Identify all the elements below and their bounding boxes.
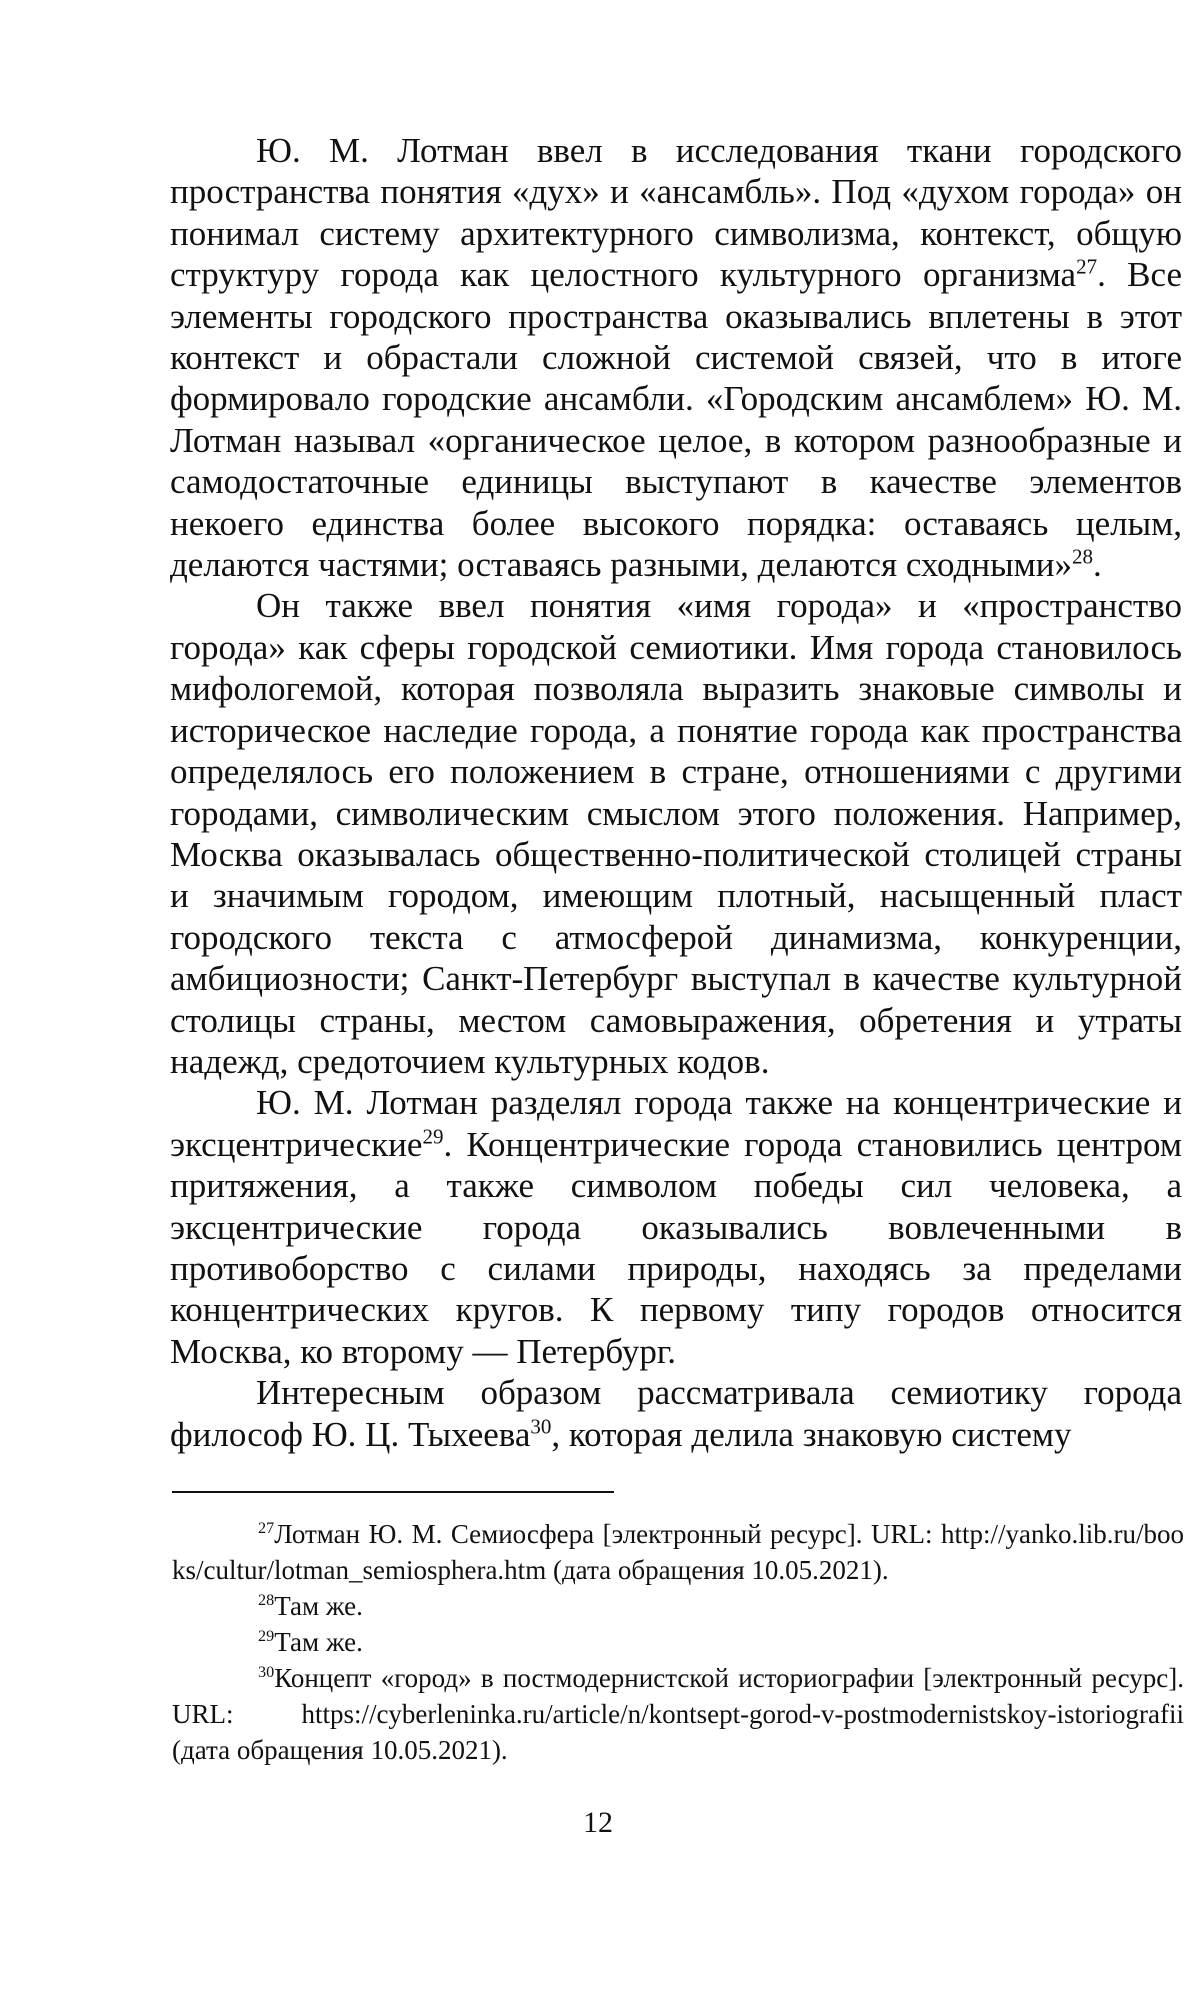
paragraph-1 (170, 130, 1182, 585)
paragraph-text: Ю. М. Лотман разделял города также на концентрические и эксцентрические (170, 1083, 1182, 1164)
footnote-28 (172, 1588, 1184, 1624)
footnote-text: (дата обращения 10.05.2021). (172, 1735, 508, 1765)
paragraph-3 (170, 1082, 1182, 1372)
paragraph-text: . (1093, 545, 1102, 585)
footnote-29 (172, 1624, 1184, 1660)
paragraph-4 (170, 1372, 1182, 1455)
footnote-number: 30 (258, 1663, 275, 1681)
main-text (170, 130, 1182, 1455)
footnote-ref-30: 30 (530, 1413, 552, 1438)
footnote-text: Там же. (274, 1627, 363, 1657)
footnote-text: Концепт «город» в постмодернистской историографии [электронный ресурс]. URL: (172, 1663, 1184, 1729)
footnote-30 (172, 1660, 1184, 1768)
footnote-number: 27 (258, 1519, 275, 1537)
footnote-text: (дата обращения 10.05.2021). (546, 1555, 889, 1585)
footnote-link[interactable]: http://yanko.lib.ru/books/cultur/lotman_semiosphera.htm (172, 1519, 1184, 1585)
footnote-27 (172, 1516, 1184, 1588)
paragraph-text: . Все элементы городского пространства оказывались вплетены в этот контекст и обрастали сложной системой связей, что в итоге формировало городские ансамбли. «Городским ансамблем» Ю. М. Лотман называл «органическое целое, в котором разнообразные и самодостаточные единицы выступают в качестве элементов некоего единства более высокого порядка: оставаясь целым, делаются частями; оставаясь разными, делаются сходными» (170, 255, 1182, 585)
footnote-ref-28: 28 (1072, 544, 1093, 569)
footnote-text: Лотман Ю. М. Семиосфера [электронный ресурс]. URL: (274, 1519, 941, 1549)
footnote-divider (172, 1491, 614, 1493)
footnote-text: Там же. (274, 1591, 363, 1621)
paragraph-text: Интересным образом рассматривала семиотику города философ Ю. Ц. Тыхеева (170, 1373, 1182, 1454)
paragraph-2: Он также ввел понятия «имя города» и «пространство города» как сферы городской семиотики. Имя города становилось мифологемой, которая позволяла выразить знаковые символы и историческое наследие города, а понятие города как пространства определялось его положением в стране, отношениями с другими городами, символическим смыслом этого положения. Например, Москва оказывалась общественно-политической столицей страны и значимым городом, имеющим плотный, насыщенный пласт городского текста с атмосферой динамизма, конкуренции, амбициозности; Санкт-Петербург выступал в качестве культурной столицы страны, местом самовыражения, обретения и утраты надежд, средоточием культурных кодов. (170, 586, 1182, 1081)
paragraph-text: . Концентрические города становились центром притяжения, а также символом победы сил человека, а эксцентрические города оказывались вовлеченными в противоборство с силами природы, находясь за пределами концентрических кругов. К первому типу городов относится Москва, ко второму — Петербург. (170, 1124, 1182, 1371)
paragraph-text: Ю. М. Лотман ввел в исследования ткани городского пространства понятия «дух» и «ансамбль». Под «духом города» он понимал систему архитектурного символизма, контекст, общую структуру города как целостного культурного организма (170, 131, 1182, 295)
footnote-number: 28 (258, 1591, 275, 1609)
paragraph-text: , которая делила знаковую систему (551, 1414, 1072, 1454)
footnotes (172, 1516, 1184, 1768)
footnote-number: 29 (258, 1627, 275, 1645)
page-number: 12 (583, 1806, 613, 1839)
footnote-ref-29: 29 (422, 1124, 444, 1149)
footnote-ref-27: 27 (1076, 254, 1098, 279)
footnote-link[interactable]: https://cyberleninka.ru/article/n/kontsept-gorod-v-postmodernistskoy-istoriografii (301, 1699, 1184, 1729)
